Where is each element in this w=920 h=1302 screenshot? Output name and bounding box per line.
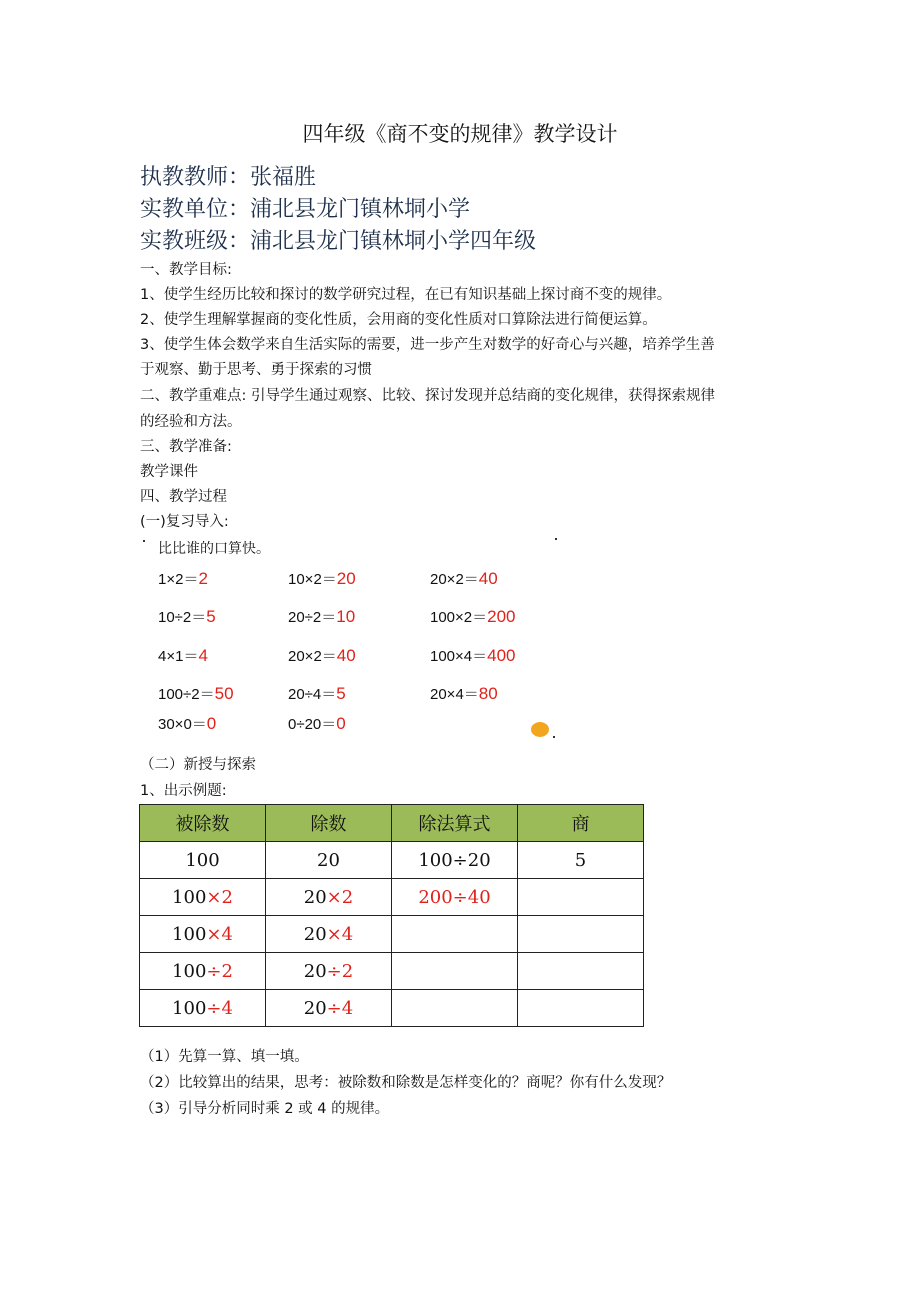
oral-answer: 200 xyxy=(487,607,516,626)
oral-equation xyxy=(288,645,356,666)
oral-question: 0÷20＝ xyxy=(288,716,337,733)
oral-answer: 80 xyxy=(478,684,498,703)
oral-answer: 50 xyxy=(214,684,234,703)
table-cell xyxy=(518,879,644,916)
objective-3-cont: 于观察、勤于思考、勇于探索的习惯 xyxy=(140,362,372,378)
oral-answer: 2 xyxy=(198,569,208,588)
oral-equation xyxy=(158,645,208,666)
oral-answer: 40 xyxy=(336,646,356,665)
oral-equation xyxy=(158,606,216,627)
oral-equation xyxy=(288,683,346,704)
table-row xyxy=(140,916,644,953)
note-2: （2）比较算出的结果，思考：被除数和除数是怎样变化的？商呢？你有什么发现？ xyxy=(140,1075,672,1091)
cell-value: 20 xyxy=(303,886,327,908)
note-3: （3）引导分析同时乘 2 或 4 的规律。 xyxy=(140,1101,390,1117)
table-header-cell: 除法算式 xyxy=(392,805,518,842)
oral-equation xyxy=(158,713,216,734)
table-cell xyxy=(140,879,266,916)
table-cell xyxy=(518,842,644,879)
cell-operation: ÷4 xyxy=(326,997,354,1019)
oral-question: 100×4＝ xyxy=(430,648,488,665)
oral-question: 4×1＝ xyxy=(158,648,199,665)
oral-equation xyxy=(158,683,234,704)
cell-value: 20 xyxy=(303,960,327,982)
oral-question: 100÷2＝ xyxy=(158,686,215,703)
table-header-row xyxy=(140,805,644,842)
oral-equation xyxy=(288,568,356,589)
table-cell xyxy=(140,916,266,953)
cell-value: 100 xyxy=(172,886,207,908)
oral-equation xyxy=(430,645,516,666)
objectives-heading: 一、教学目标: xyxy=(140,262,232,278)
oral-answer: 20 xyxy=(336,569,356,588)
orange-dot xyxy=(531,722,549,737)
oral-answer: 5 xyxy=(206,607,216,626)
table-cell xyxy=(140,953,266,990)
image-corner-mark xyxy=(553,736,555,738)
oral-equation xyxy=(430,606,516,627)
oral-equation xyxy=(158,568,208,589)
table-cell xyxy=(140,842,266,879)
review-heading: (一)复习导入: xyxy=(140,514,229,530)
cell-operation: ×2 xyxy=(206,886,233,908)
oral-question: 100×2＝ xyxy=(430,609,488,626)
oral-answer: 0 xyxy=(336,714,346,733)
table-cell xyxy=(518,916,644,953)
oral-answer: 10 xyxy=(336,607,356,626)
document-title: 四年级《商不变的规律》教学设计 xyxy=(302,122,618,146)
oral-question: 30×0＝ xyxy=(158,716,207,733)
oral-equation xyxy=(430,568,498,589)
key-points: 二、教学重难点: 引导学生通过观察、比较、探讨发现并总结商的变化规律，获得探索规律 xyxy=(140,388,715,404)
oral-question: 20×2＝ xyxy=(430,571,479,588)
teacher-line: 执教教师：张福胜 xyxy=(140,165,317,190)
table-cell xyxy=(266,842,392,879)
example-label: 1、出示例题: xyxy=(140,783,227,799)
cell-operation: ×4 xyxy=(206,923,233,945)
table-cell xyxy=(266,879,392,916)
objective-1: 1、使学生经历比较和探讨的数学研究过程，在已有知识基础上探讨商不变的规律。 xyxy=(140,287,672,303)
cell-value: 100 xyxy=(172,923,207,945)
oral-answer: 4 xyxy=(198,646,208,665)
oral-question: 1×2＝ xyxy=(158,571,199,588)
table-cell xyxy=(392,842,518,879)
oral-question: 20×4＝ xyxy=(430,686,479,703)
unit-line: 实教单位：浦北县龙门镇林垌小学 xyxy=(140,197,471,222)
table-row xyxy=(140,953,644,990)
oral-question: 20÷4＝ xyxy=(288,686,337,703)
objective-3: 3、使学生体会数学来自生活实际的需要，进一步产生对数学的好奇心与兴趣，培养学生善 xyxy=(140,337,715,353)
section-new-lesson: （二）新授与探索 xyxy=(140,757,256,773)
cell-value: 100 xyxy=(185,849,220,871)
cell-value: 100 xyxy=(172,997,207,1019)
cell-operation: ÷2 xyxy=(326,960,354,982)
oral-equation xyxy=(288,606,355,627)
preparation-heading: 三、教学准备: xyxy=(140,439,232,455)
example-table xyxy=(139,804,644,1027)
cell-value: 200÷40 xyxy=(418,886,491,908)
oral-answer: 40 xyxy=(478,569,498,588)
cell-value: 100 xyxy=(172,960,207,982)
oral-question: 20×2＝ xyxy=(288,648,337,665)
oral-question: 10÷2＝ xyxy=(158,609,207,626)
oral-question: 10×2＝ xyxy=(288,571,337,588)
oral-equation xyxy=(288,713,346,734)
cell-operation: ×2 xyxy=(326,886,354,908)
table-row xyxy=(140,879,644,916)
cell-value: 100÷20 xyxy=(418,849,491,871)
table-row xyxy=(140,990,644,1027)
oral-calc-title: 比比谁的口算快。 xyxy=(158,541,270,557)
table-header-cell: 商 xyxy=(518,805,644,842)
table-cell xyxy=(266,916,392,953)
note-1: （1）先算一算、填一填。 xyxy=(140,1049,309,1065)
oral-question: 20÷2＝ xyxy=(288,609,337,626)
class-line: 实教班级：浦北县龙门镇林垌小学四年级 xyxy=(140,229,537,254)
preparation-item: 教学课件 xyxy=(140,464,198,480)
table-header-cell: 被除数 xyxy=(140,805,266,842)
cell-value: 5 xyxy=(574,849,587,871)
cell-value: 20 xyxy=(317,849,340,871)
cell-operation: ÷4 xyxy=(206,997,233,1019)
cell-operation: ×4 xyxy=(326,923,354,945)
oral-answer: 400 xyxy=(487,646,516,665)
process-heading: 四、教学过程 xyxy=(140,489,227,505)
image-corner-mark xyxy=(143,540,145,542)
cell-operation: ÷2 xyxy=(206,960,233,982)
image-corner-mark xyxy=(555,538,557,540)
key-points-cont: 的经验和方法。 xyxy=(140,414,242,430)
oral-answer: 0 xyxy=(206,714,217,733)
table-cell xyxy=(518,953,644,990)
objective-2: 2、使学生理解掌握商的变化性质，会用商的变化性质对口算除法进行简便运算。 xyxy=(140,312,657,328)
table-header-cell: 除数 xyxy=(266,805,392,842)
table-cell xyxy=(392,990,518,1027)
table-cell xyxy=(392,879,518,916)
table-row xyxy=(140,842,644,879)
cell-value: 20 xyxy=(303,923,327,945)
table-cell xyxy=(266,953,392,990)
table-cell xyxy=(392,916,518,953)
oral-equation xyxy=(430,683,498,704)
table-cell xyxy=(518,990,644,1027)
oral-answer: 5 xyxy=(336,684,346,703)
table-cell xyxy=(140,990,266,1027)
table-cell xyxy=(392,953,518,990)
cell-value: 20 xyxy=(303,997,327,1019)
table-cell xyxy=(266,990,392,1027)
